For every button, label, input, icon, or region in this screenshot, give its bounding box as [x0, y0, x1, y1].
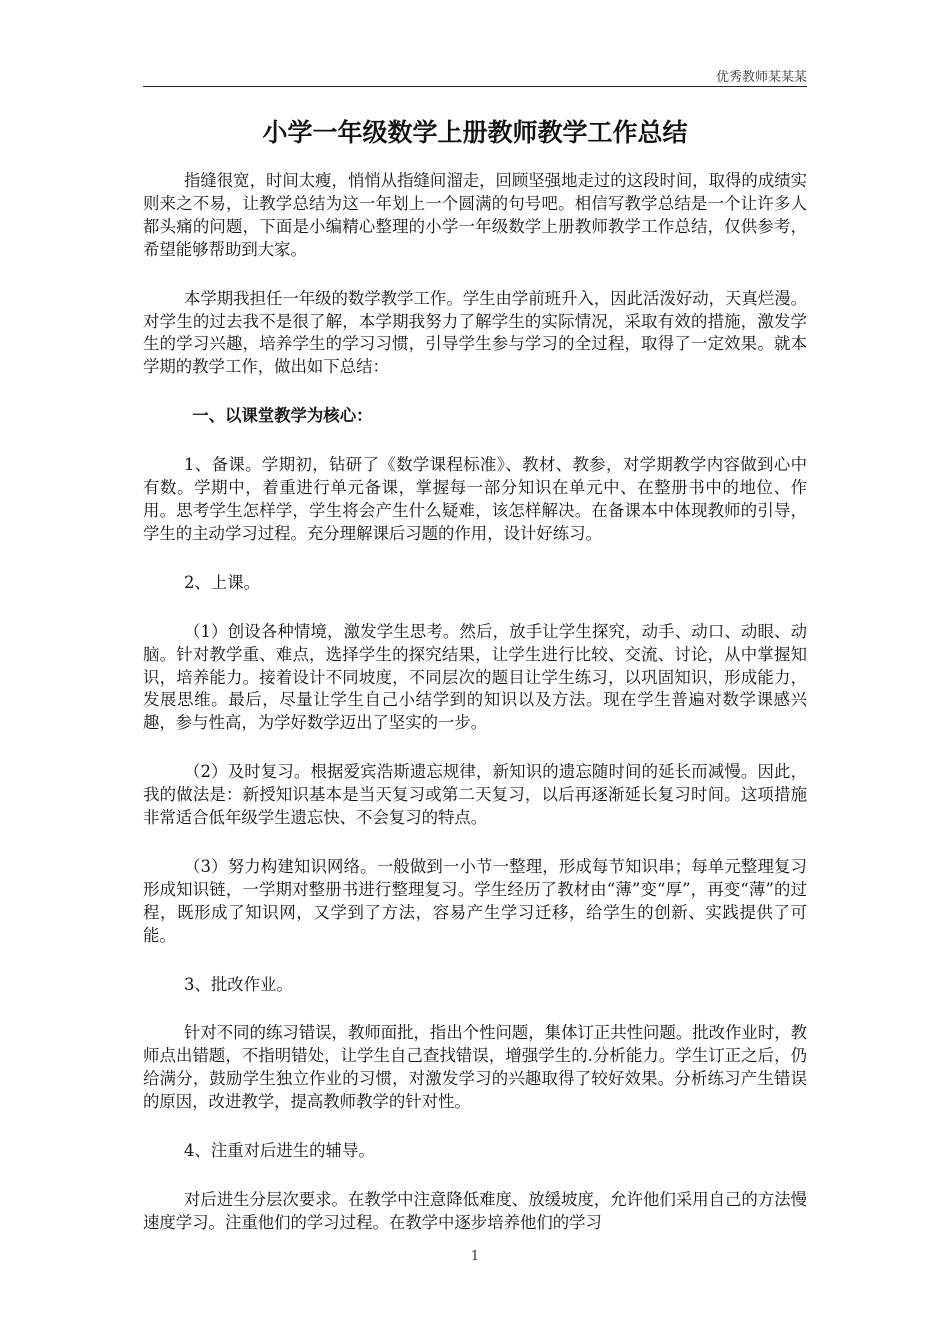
lesson-preparation-paragraph: 1、备课。学期初，钻研了《数学课程标准》、教材、教参，对学期教学内容做到心中有数。学期中，着重进行单元备课，掌握每一部分知识在单元中、在整册书中的地位、作用。思考学生怎样学，学生将会产生什么疑难，该怎样解决。在备课本中体现教师的引导，学生的主动学习过程。充分理解课后习题的作用，设计好练习。: [143, 455, 807, 543]
page-header-author: 优秀教师某某某: [715, 70, 807, 85]
teaching-point-1-paragraph: （1）创设各种情境，激发学生思考。然后，放手让学生探究，动手、动口、动眼、动脑。针对教学重、难点，选择学生的探究结果，让学生进行比较、交流、讨论，从中掌握知识，培养能力。接着设计不同坡度，不同层次的题目让学生练习，以巩固知识，形成能力，发展思维。最后，尽量让学生自己小结学到的知识以及方法。现在学生普遍对数学课感兴趣，参与性高，为学好数学迈出了坚实的一步。: [143, 621, 807, 733]
tutoring-paragraph: 对后进生分层次要求。在教学中注意降低难度、放缓坡度，允许他们采用自己的方法慢速度学习。注重他们的学习过程。在教学中逐步培养他们的学习: [143, 1190, 807, 1232]
section-heading-classroom-teaching: 一、以课堂教学为核心：: [192, 406, 373, 426]
overview-paragraph: 本学期我担任一年级的数学教学工作。学生由学前班升入，因此活泼好动，天真烂漫。对学生的过去我不是很了解，本学期我努力了解学生的实际情况，采取有效的措施，激发学生的学习兴趣，培养学生的学习习惯，引导学生参与学习的全过程，取得了一定效果。就本学期的教学工作，做出如下总结：: [143, 288, 807, 377]
document-title: 小学一年级数学上册教师教学工作总结: [262, 118, 688, 147]
tutoring-subheading: 4、注重对后进生的辅导。: [184, 1141, 375, 1161]
intro-paragraph: 指缝很宽，时间太瘦，悄悄从指缝间溜走，回顾坚强地走过的这段时间，取得的成绩实则来之不易，让教学总结为这一年划上一个圆满的句号吧。相信写教学总结是一个让许多人都头痛的问题，下面是小编精心整理的小学一年级数学上册教师教学工作总结，仅供参考，希望能够帮助到大家。: [143, 171, 807, 259]
teaching-subheading: 2、上课。: [184, 572, 260, 592]
header-divider: [143, 86, 807, 87]
homework-subheading: 3、批改作业。: [184, 974, 293, 994]
document-body: [143, 170, 807, 1261]
page-number: 1: [470, 1249, 480, 1264]
teaching-point-2-paragraph: （2）及时复习。根据爱宾浩斯遗忘规律，新知识的遗忘随时间的延长而减慢。因此，我的做法是：新授知识基本是当天复习或第二天复习，以后再逐渐延长复习时间。这项措施非常适合低年级学生遗忘快、不会复习的特点。: [143, 762, 807, 828]
teaching-point-3-paragraph: （3）努力构建知识网络。一般做到一小节一整理，形成每节知识串；每单元整理复习形成知识链，一学期对整册书进行整理复习。学生经历了教材由“薄”变“厚”，再变“薄”的过程，既形成了知识网，又学到了方法，容易产生学习迁移，给学生的创新、实践提供了可能。: [143, 856, 807, 945]
homework-paragraph: 针对不同的练习错误，教师面批，指出个性问题，集体订正共性问题。批改作业时，教师点出错题，不指明错处，让学生自己查找错误，增强学生的.分析能力。学生订正之后，仍给满分，鼓励学生独立作业的习惯，对激发学习的兴趣取得了较好效果。分析练习产生错误的原因，改进教学，提高教师教学的针对性。: [143, 1023, 807, 1112]
